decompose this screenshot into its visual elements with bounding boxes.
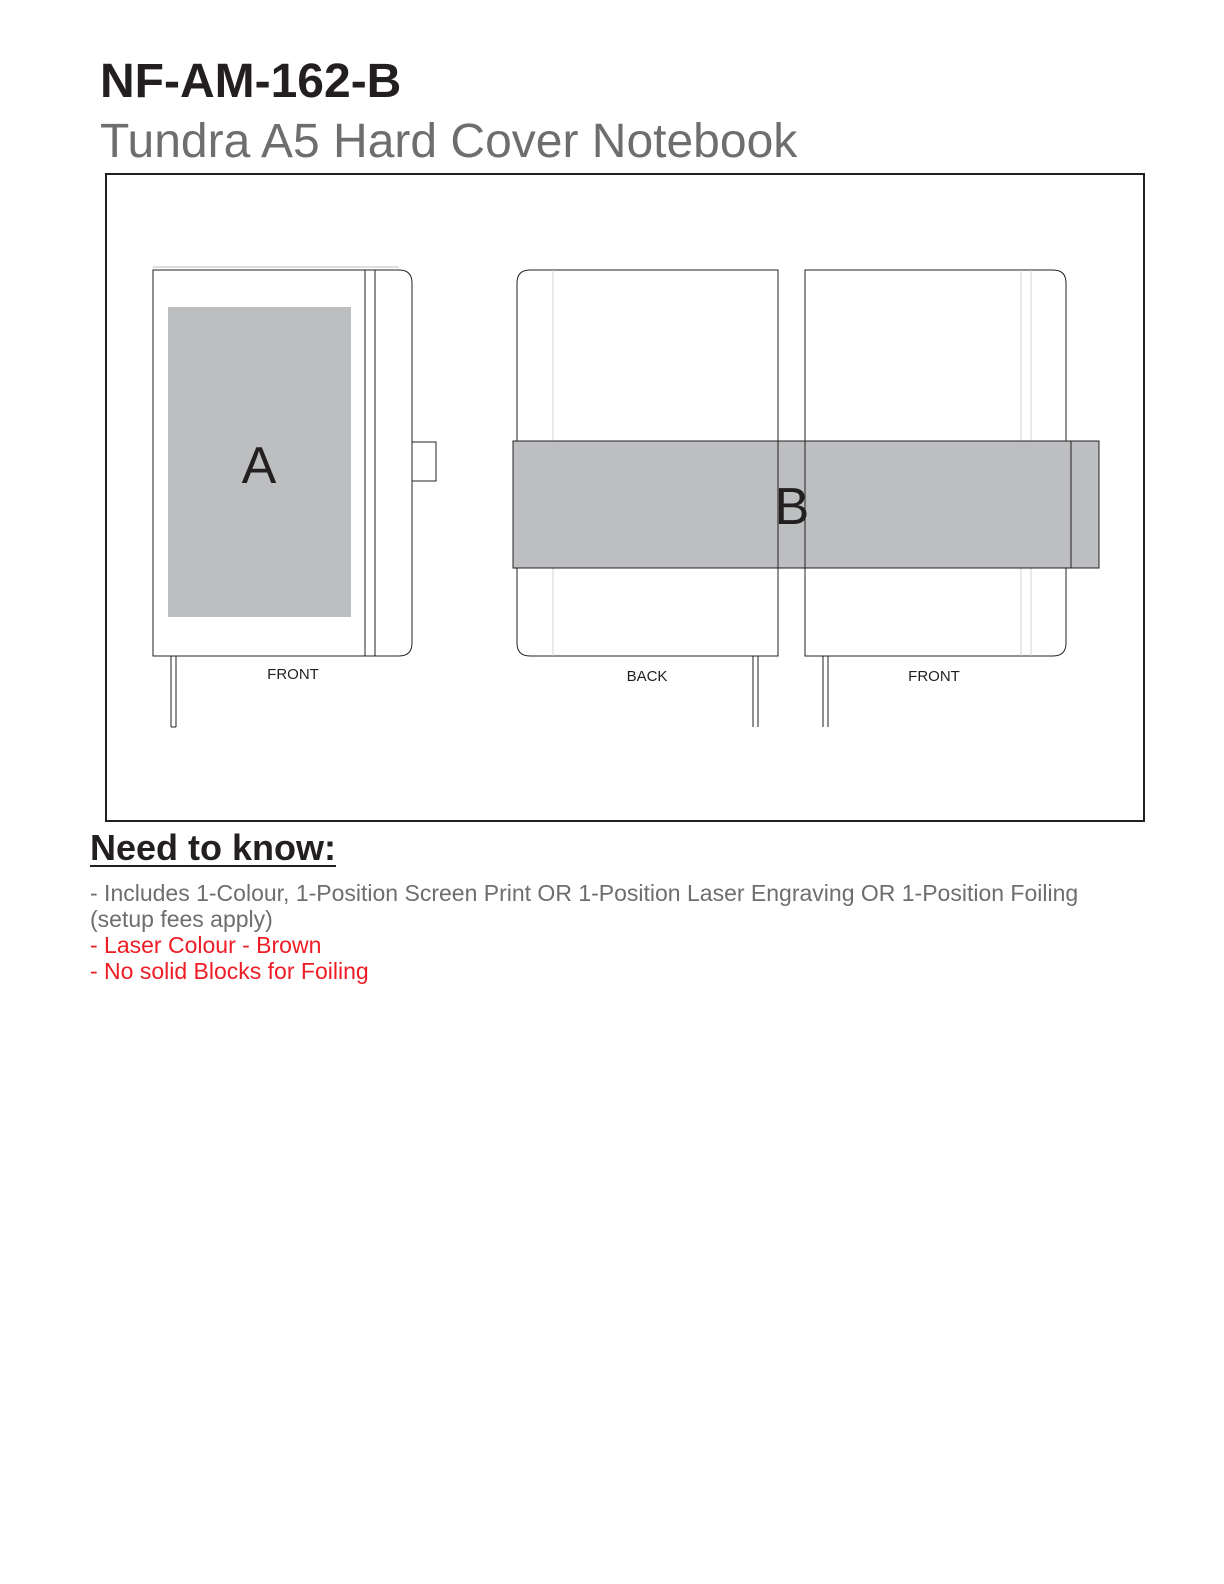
need-to-know-heading: Need to know: [90, 827, 337, 868]
product-code: NF-AM-162-B [100, 55, 402, 108]
back-view-label: BACK [626, 668, 668, 685]
note-item-foiling: - No solid Blocks for Foiling [90, 958, 369, 984]
note-item-decoration: - Includes 1-Colour, 1-Position Screen Print OR 1-Position Laser Engraving OR 1-Position Foiling (setup fees apply) [90, 880, 1079, 932]
area-b-label: B [774, 478, 810, 536]
area-a-label: A [241, 437, 277, 495]
front-view-label-2: FRONT [908, 668, 960, 685]
front-view-label-1: FRONT [267, 666, 319, 683]
pen-loop [412, 442, 436, 481]
notebook-diagram [107, 175, 1143, 820]
note-item-laser-colour: - Laser Colour - Brown [90, 932, 322, 958]
notes-list [90, 880, 1130, 984]
print-template-frame [105, 173, 1145, 822]
product-name: Tundra A5 Hard Cover Notebook [100, 115, 798, 168]
